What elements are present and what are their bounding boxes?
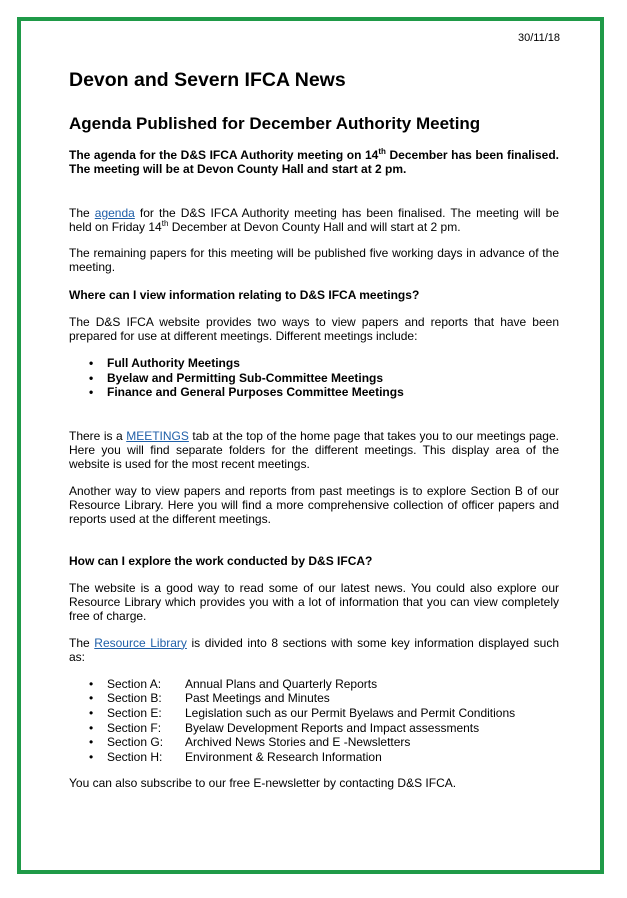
meetings-link[interactable]: MEETINGS (126, 428, 189, 443)
meetings-question: Where can I view information relating to D&S IFCA meetings? (69, 288, 420, 302)
newsletter-title: Devon and Severn IFCA News (69, 69, 346, 91)
explore-work-question: How can I explore the work conducted by D&S IFCA? (69, 553, 373, 568)
sections-list-item: • Section G: Archived News Stories and E -Newsletters (69, 735, 559, 750)
meetings-list (69, 356, 559, 400)
resource-library-link[interactable]: Resource Library (94, 635, 187, 650)
article-headline: Agenda Published for December Authority Meeting (69, 114, 481, 133)
meetings-list-item: • Byelaw and Permitting Sub-Committee Meetings (69, 371, 559, 386)
sections-list-item: • Section A: Annual Plans and Quarterly Reports (69, 677, 559, 692)
sections-list-item: • Section H: Environment & Research Information (69, 750, 559, 765)
resource-library-paragraph: The Resource Library is divided into 8 sections with some key information displayed such as: (69, 635, 559, 664)
sections-list-item: • Section B: Past Meetings and Minutes (69, 691, 559, 706)
publication-date: 30/11/18 (517, 32, 560, 44)
subscribe-paragraph: You can also subscribe to our free E-newsletter by contacting D&S IFCA. (69, 776, 457, 791)
lead-paragraph: The agenda for the D&S IFCA Authority meeting on 14th December has been finalised. The meeting will be at Devon County Hall and start at 2 pm. (69, 147, 559, 176)
section-b-paragraph: Another way to view papers and reports from past meetings is to explore Section B of our Resource Library. Here you will find a more comprehensive collection of officer papers and reports used at the different meetings. (69, 483, 559, 526)
agenda-link[interactable]: agenda (94, 206, 135, 220)
sections-list-item: • Section F: Byelaw Development Reports and Impact assessments (69, 721, 559, 736)
website-paragraph: The website is a good way to read some of our latest news. You could also explore our Resource Library which provides you with a lot of information that you can view completely free of charge. (69, 580, 559, 623)
meetings-tab-paragraph: There is a MEETINGS tab at the top of the home page that takes you to our meetings page. Here you will find separate folders for the different meetings. This display area of the website is used for the most recent meetings. (69, 428, 559, 471)
remaining-papers-paragraph: The remaining papers for this meeting will be published five working days in advance of the meeting. (69, 246, 559, 274)
agenda-paragraph: The agenda for the D&S IFCA Authority meeting has been finalised. The meeting will be held on Friday 14th December at Devon County Hall and will start at 2 pm. (69, 206, 560, 234)
meetings-list-item: • Full Authority Meetings (69, 356, 559, 371)
meetings-list-item: • Finance and General Purposes Committee Meetings (69, 385, 559, 400)
sections-list (69, 677, 559, 765)
article (69, 68, 559, 790)
ways-to-view-paragraph: The D&S IFCA website provides two ways to view papers and reports that have been prepared for use at different meetings. Different meetings include: (69, 315, 559, 343)
sections-list-item: • Section E: Legislation such as our Permit Byelaws and Permit Conditions (69, 706, 559, 721)
